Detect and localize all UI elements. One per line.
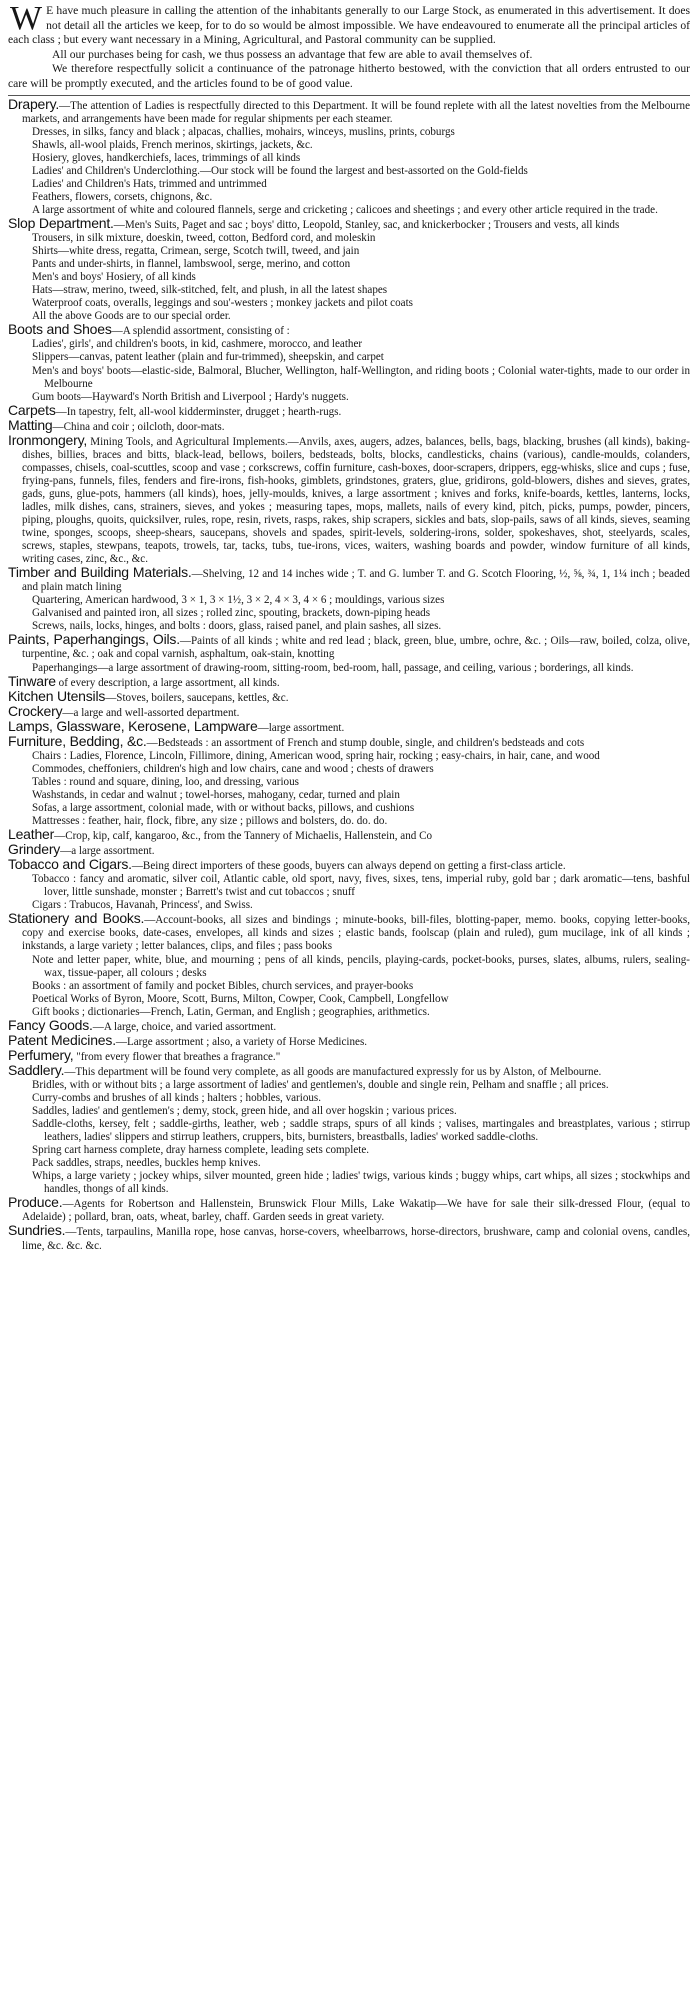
section-body (8, 1224, 690, 1252)
section-item: Saddles, ladies' and gentlemen's ; demy, stock, green hide, and all over hogskin ; various prices. (32, 1105, 457, 1118)
section-body (8, 828, 690, 843)
section-body (8, 912, 690, 953)
section-item: Galvanised and painted iron, all sizes ; rolled zinc, spouting, brackets, down-piping heads (32, 607, 431, 620)
section-body (8, 566, 690, 594)
section-heading: Lamps, Glassware, Kerosene, Lampware (8, 717, 258, 734)
section-item: Men's and boys' boots—elastic-side, Balmoral, Blucher, Wellington, half-Wellington, and riding boots ; Colonial water-tights, made to our order in Melbourne (32, 364, 690, 390)
section-text: —Tents, tarpaulins, Manilla rope, hose canvas, horse-covers, wheelbarrows, horse-directors, brushware, camp and colonial ovens, candles, lime, &c. &c. &c. (22, 1226, 690, 1252)
section-heading: Carpets (8, 401, 56, 418)
section (8, 912, 690, 1018)
section (8, 416, 690, 434)
divider-rule (8, 95, 690, 96)
section-item: Waterproof coats, overalls, leggings and sou'-westers ; monkey jackets and pilot coats (32, 297, 413, 310)
section-heading: Leather (8, 826, 55, 843)
section-item: Ladies' and Children's Hats, trimmed and untrimmed (32, 177, 267, 190)
section-text: —Being direct importers of these goods, buyers can always depend on getting a first-class article. (131, 860, 566, 873)
section-text: "from every flower that breathes a fragrance." (73, 1050, 281, 1063)
section-body (8, 732, 690, 750)
section-text: —Shelving, 12 and 14 inches wide ; T. and G. lumber T. and G. Scotch Flooring, ½, ⅝, ¾, 1, 1¼ inch ; beaded and plain match lining (22, 568, 690, 594)
section-heading: Perfumery, (8, 1046, 74, 1063)
intro-paragraph-2: All our purchases being for cash, we thus possess an advantage that few are able to avail themselves of. (52, 47, 533, 61)
section (8, 431, 690, 566)
section-item: Saddle-cloths, kersey, felt ; saddle-girths, leather, web ; saddle straps, spurs of all kinds ; valises, martingales and breastplates, various ; stirrup leathers, ladies' slippers and stirrup leathers, cruppers, bits, burnisters, breastballs, ladies' worked saddle-cloths. (32, 1118, 690, 1144)
section-item: Hats—straw, merino, tweed, silk-stitched, felt, and plush, in all the latest shapes (32, 284, 388, 297)
section (8, 1061, 690, 1196)
section-item: Paperhangings—a large assortment of drawing-room, sitting-room, bed-room, hall, passage, and ceiling, various ; borderings, all kinds. (32, 661, 634, 674)
section-item: Bridles, with or without bits ; a large assortment of ladies' and gentlemen's, double and single rein, Pelham and snaffle ; all prices. (32, 1078, 609, 1091)
section-text: —A large, choice, and varied assortment. (92, 1020, 277, 1033)
section-item: Poetical Works of Byron, Moore, Scott, Burns, Milton, Cowper, Cook, Campbell, Longfellow (32, 992, 449, 1005)
section (8, 1031, 690, 1049)
section-item: Chairs : Ladies, Florence, Lincoln, Fillimore, dining, American wood, spring hair, rocking ; easy-chairs, in hair, cane, and wood (32, 749, 600, 762)
section-text: —large assortment. (257, 721, 345, 734)
section-heading: Tinware (8, 672, 56, 689)
section-item: Ladies', girls', and children's boots, in kid, cashmere, morocco, and leather (32, 338, 363, 351)
section-item: Note and letter paper, white, blue, and mourning ; pens of all kinds, pencils, playing-cards, pocket-books, purses, slates, albums, rulers, sealing-wax, tissue-paper, all colours ; desks (32, 953, 690, 979)
section-item: Books : an assortment of family and pocket Bibles, church services, and prayer-books (32, 979, 414, 992)
section (8, 566, 690, 633)
section (8, 214, 690, 323)
section-item: Gift books ; dictionaries—French, Latin, German, and English ; geographies, arithmetics. (32, 1005, 430, 1018)
section-item: Sofas, a large assortment, colonial made, with or without backs, pillows, and cushions (32, 802, 415, 814)
section-item: Tobacco : fancy and aromatic, silver coil, Atlantic cable, old sport, navy, fives, sixes, tens, imperial ruby, gold bar ; dark aromatic—tens, bashful lover, little sunshade, monster ; Barrett's twist and cut tobaccos ; snuff (32, 873, 690, 899)
section-item: Slippers—canvas, patent leather (plain and fur-trimmed), sheepskin, and carpet (32, 351, 384, 364)
section-body (8, 95, 690, 126)
intro-paragraph-1 (8, 0, 690, 48)
section-heading: Grindery (8, 841, 61, 858)
section-heading: Slop Department. (8, 214, 114, 231)
section-body (8, 416, 690, 434)
section-text: —Stoves, boilers, saucepans, kettles, &c. (105, 691, 289, 704)
section-item: Whips, a large variety ; jockey whips, silver mounted, green hide ; ladies' twigs, various kinds ; buggy whips, cart whips, all sizes ; stockwhips and handles, thongs of all kinds. (32, 1170, 690, 1196)
section-text: —a large assortment. (60, 845, 155, 858)
section (8, 1046, 690, 1064)
section-item: All the above Goods are to our special order. (32, 310, 231, 323)
section-item: Hosiery, gloves, handkerchiefs, laces, trimmings of all kinds (32, 151, 301, 164)
section-text: —Account-books, all sizes and bindings ; minute-books, bill-files, blotting-paper, memo. books, copying letter-books, copy and exercise books, date-cases, envelopes, all kinds and sizes ; elastic bands, foolscap (plain and ruled), gum mucilage, ink of all kinds ; inkstands, a large variety ; letter balances, clips, and files ; pass books (22, 914, 690, 953)
section-text: —The attention of Ladies is respectfully directed to this Department. It will be found replete with all the latest novelties from the Melbourne markets, and arrangements have been made for regular shipments per each steamer. (22, 99, 690, 125)
section-body (8, 858, 690, 873)
section-item: Spring cart harness complete, dray harness complete, leading sets complete. (32, 1144, 370, 1157)
section (8, 401, 690, 419)
section-text: —Agents for Robertson and Hallenstein, Brunswick Flour Mills, Lake Wakatip—We have for sale their silk-dressed Flour, (equal to Adelaide) ; pollard, bran, oats, wheat, barley, chaff. Garden seeds in great variety. (22, 1198, 690, 1224)
section-heading: Saddlery. (8, 1061, 65, 1078)
section-body (8, 1196, 690, 1224)
section (8, 672, 690, 690)
section-heading: Tobacco and Cigars. (8, 856, 132, 873)
section-body (8, 214, 690, 232)
section-body (8, 672, 690, 690)
section-text: Mining Tools, and Agricultural Implements.—Anvils, axes, augers, adzes, balances, bells, bags, blacking, brushes (all kinds), baking-dishes, billies, braces and bitts, black-lead, bellows, boilers, bedsteads, bolts, blocks, candlesticks, chains (various), candle-moulds, colanders, compasses, chisels, coal-scuttles, scoop and vase ; corkscrews, coffin furniture, cash-boxes, door-scrapers, drippers, egg-whisks, slice and cups ; fuse, frying-pans, funnels, files, fenders and fire-irons, fish-hooks, gimblets, grindstones, graters, glue, gridirons, gold-blowers, dishes and sieves, grates, gads, guns, glue-pots, hammers (all kinds), hoes, jelly-moulds, knives, a large assortment ; knives and forks, knife-boards, kettles, lanterns, locks, ladles, milk dishes, cans, strainers, sieves, and yokes ; measuring tapes, mops, mallets, nails of every kind, pitch, picks, pumps, powder, pincers, piping, ploughs, quoits, quicksilver, rules, rope, resin, rivets, rasps, rakes, ship scrapers, sickles and bats, slop-pails, saws of all kinds, sieves, seaming twine, sponges, scoops, sheep-shears, saucepans, shovels and spades, spirit-levels, soldering-irons, solder, spokeshaves, shot, steelyards, scales, screws, staples, stewpans, teapots, trowels, tar, tacks, tubs, tue-irons, vices, waiters, washing boards and powder, window furniture of all kinds, writing cases, zinc, &c., &c. (22, 435, 690, 566)
section-text: —Large assortment ; also, a variety of Horse Medicines. (115, 1035, 368, 1048)
section-item: Gum boots—Hayward's North British and Liverpool ; Hardy's nuggets. (32, 390, 349, 403)
section-text: —Crop, kip, calf, kangaroo, &c., from the Tannery of Michaelis, Hallenstein, and Co (54, 830, 433, 843)
intro-block (8, 0, 690, 92)
section-body (8, 687, 690, 705)
section-heading: Boots and Shoes (8, 321, 112, 338)
section-text: —In tapestry, felt, all-wool kidderminster, drugget ; hearth-rugs. (55, 405, 342, 418)
section-item: Tables : round and square, dining, loo, and dressing, various (32, 775, 299, 788)
section-heading: Furniture, Bedding, &c. (8, 732, 147, 749)
section-body (8, 323, 690, 338)
section-body (8, 431, 690, 566)
section-heading: Timber and Building Materials. (8, 564, 192, 581)
section-heading: Produce. (8, 1194, 63, 1211)
section-text: —Bedsteads : an assortment of French and stump double, single, and children's bedsteads and cots (146, 736, 585, 749)
section-item: Men's and boys' Hosiery, of all kinds (32, 271, 196, 284)
section-text: —China and coir ; oilcloth, door-mats. (52, 420, 225, 433)
section-heading: Matting (8, 416, 53, 433)
section-body (8, 1046, 690, 1064)
section-heading: Stationery and Books. (8, 910, 145, 927)
section (8, 732, 690, 828)
section-heading: Drapery. (8, 95, 60, 112)
section-item: Commodes, cheffoniers, children's high and low chairs, cane and wood ; chests of drawers (32, 762, 434, 775)
section (8, 828, 690, 843)
section-heading: Ironmongery, (8, 431, 88, 448)
section-item: Ladies' and Children's Underclothing.—Our stock will be found the largest and best-assorted on the Gold-fields (32, 164, 528, 177)
section (8, 1196, 690, 1224)
section-item: Pants and under-shirts, in flannel, lambswool, serge, merino, and cotton (32, 258, 351, 271)
section (8, 687, 690, 705)
section-item: Dresses, in silks, fancy and black ; alpacas, challies, mohairs, winceys, muslins, prints, coburgs (32, 125, 455, 138)
drop-cap: W (10, 0, 43, 37)
section-text: —Men's Suits, Paget and sac ; boys' ditto, Leopold, Stanley, sac, and knickerbocker ; Trousers and vests, all kinds (113, 218, 620, 231)
section-heading: Kitchen Utensils (8, 687, 106, 704)
section-text: of every description, a large assortment, all kinds. (55, 676, 280, 689)
stock-listing (8, 95, 690, 1253)
section-item: Mattresses : feather, hair, flock, fibre, any size ; pillows and bolsters, do. do. do. (32, 815, 388, 828)
section-item: Curry-combs and brushes of all kinds ; halters ; hobbles, various. (32, 1091, 322, 1104)
section-item: Pack saddles, straps, needles, buckles hemp knives. (32, 1157, 261, 1170)
intro-paragraph-1-text: E have much pleasure in calling the attention of the inhabitants generally to our Large Stock, as enumerated in this advertisement. It does not detail all the articles we keep, for to do so would be almost impossible. We have endeavoured to enumerate all the principal articles of each class ; but every want necessary in a Mining, Agricultural, and Pastoral community can be supplied. (8, 4, 690, 47)
section-text: —This department will be found very complete, as all goods are manufactured expressly for us by Alston, of Melbourne. (64, 1065, 602, 1078)
section-item: Cigars : Trabucos, Havanah, Princess', and Swiss. (32, 899, 253, 912)
section-body (8, 1061, 690, 1079)
section-heading: Fancy Goods. (8, 1016, 93, 1033)
section-heading: Sundries. (8, 1222, 66, 1239)
section-text: —Paints of all kinds ; white and red lead ; black, green, blue, umbre, ochre, &c. ; Oils—raw, boiled, colza, olive, turpentine, &c. ; oak and copal varnish, asphaltum, oak-stain, knotting (22, 635, 690, 661)
intro-paragraph-3: We therefore respectfully solicit a continuance of the patronage hitherto bestowed, with the conviction that all orders entrusted to our care will be promptly executed, and the articles found to be of good value. (8, 62, 690, 90)
section-body (8, 401, 690, 419)
section-item: Quartering, American hardwood, 3 × 1, 3 × 1½, 3 × 2, 4 × 3, 4 × 6 ; mouldings, various sizes (32, 594, 445, 607)
section (8, 1224, 690, 1252)
section (8, 858, 690, 912)
section-heading: Paints, Paperhangings, Oils. (8, 631, 180, 648)
section-item: Shirts—white dress, regatta, Crimean, serge, Scotch twill, tweed, and jain (32, 245, 360, 258)
section-item: A large assortment of white and coloured flannels, serge and cricketing ; calicoes and sheetings ; and every other article required in the trade. (32, 203, 658, 216)
section (8, 323, 690, 403)
section (8, 633, 690, 674)
section-item: Trousers, in silk mixture, doeskin, tweed, cotton, Bedford cord, and moleskin (32, 232, 376, 245)
section (8, 95, 690, 217)
section-heading: Crockery (8, 702, 63, 719)
section-text: —A splendid assortment, consisting of : (111, 325, 290, 338)
section-body (8, 633, 690, 661)
section-item: Screws, nails, locks, hinges, and bolts : doors, glass, raised panel, and plain sashes, all sizes. (32, 620, 442, 633)
section-body (8, 1031, 690, 1049)
section-item: Shawls, all-wool plaids, French merinos, skirtings, jackets, &c. (32, 138, 313, 151)
section-item: Washstands, in cedar and walnut ; towel-horses, mahogany, cedar, turned and plain (32, 788, 400, 801)
section-heading: Patent Medicines. (8, 1031, 116, 1048)
section-item: Feathers, flowers, corsets, chignons, &c. (32, 190, 213, 203)
section-text: —a large and well-assorted department. (62, 706, 240, 719)
